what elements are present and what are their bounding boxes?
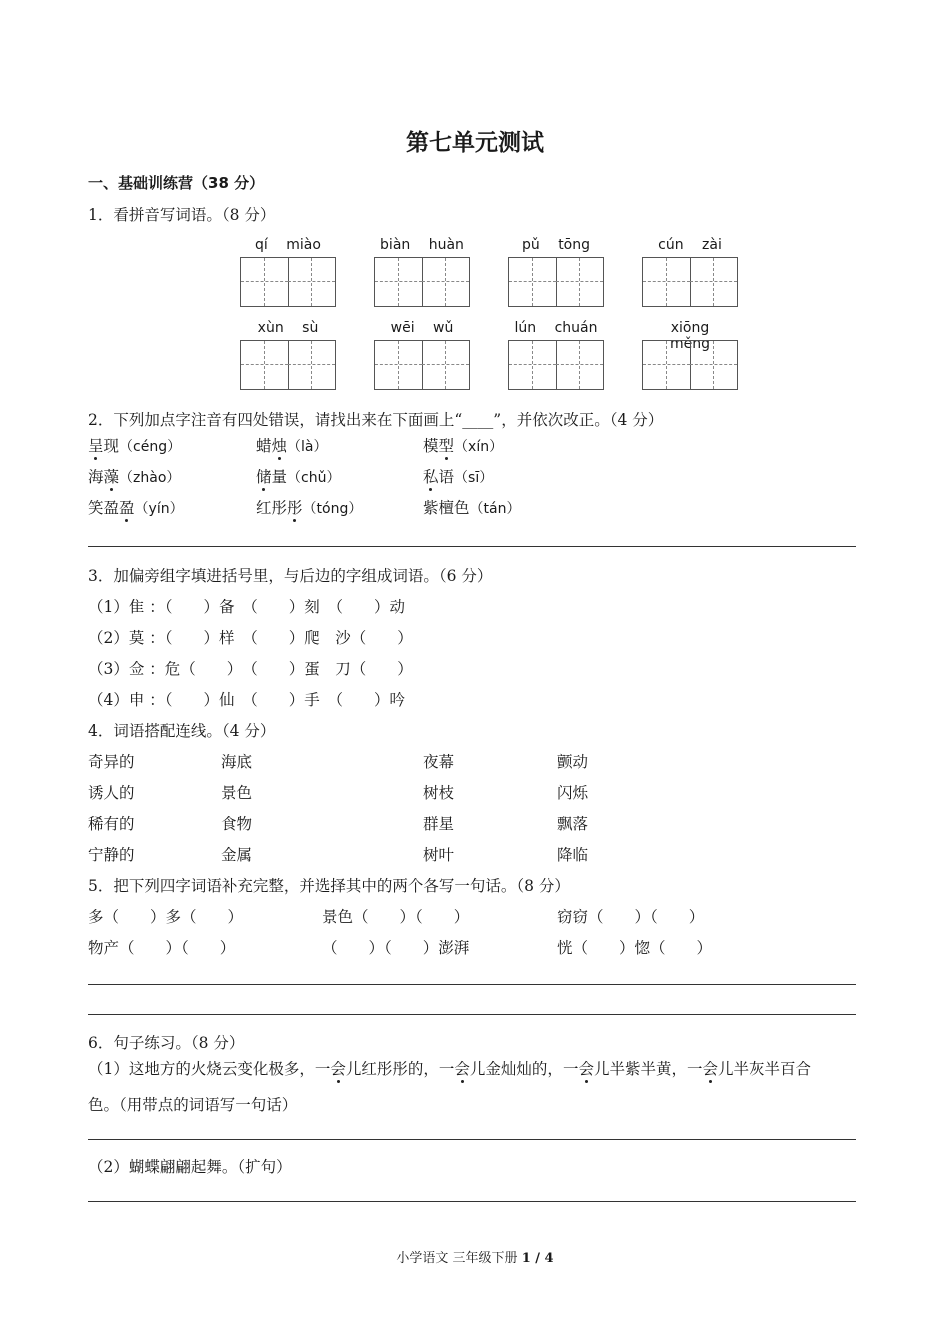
- fill-row[interactable]: （3）佥 ：危（ ） （ ）蛋 刀（ ）: [88, 660, 413, 678]
- word-item: 紫檀色（tán）: [423, 499, 521, 517]
- match-word[interactable]: 群星: [423, 815, 455, 833]
- answer-line[interactable]: [88, 1139, 856, 1140]
- match-word[interactable]: 宁静的: [88, 846, 135, 864]
- fill-row[interactable]: （1）隹 ：（ ）备 （ ）刻 （ ）动: [88, 598, 406, 616]
- word-item: 海藻（zhào）: [88, 468, 181, 486]
- idiom-blank[interactable]: 多（ ）多（ ）: [88, 908, 244, 926]
- question-3-prompt: 3．加偏旁组字填进括号里，与后边的字组成词语。（6 分）: [88, 567, 493, 585]
- writing-grid[interactable]: [642, 340, 738, 390]
- question-6-prompt: 6．句子练习。（8 分）: [88, 1034, 245, 1052]
- idiom-blank[interactable]: 窃窃（ ）（ ）: [557, 908, 705, 926]
- idiom-blank[interactable]: 物产（ ）（ ）: [88, 939, 236, 957]
- writing-grid[interactable]: [508, 257, 604, 307]
- pinyin-label: wēi wǔ: [390, 320, 454, 336]
- match-word[interactable]: 夜幕: [423, 753, 455, 771]
- word-item: 模型（xín）: [423, 437, 504, 455]
- match-word[interactable]: 景色: [221, 784, 253, 802]
- answer-line[interactable]: [88, 984, 856, 985]
- fill-row[interactable]: （2）莫 ：（ ）样 （ ）爬 沙（ ）: [88, 629, 413, 647]
- word-item: 私语（sī）: [423, 468, 494, 486]
- match-word[interactable]: 降临: [557, 846, 589, 864]
- match-word[interactable]: 海底: [221, 753, 253, 771]
- fill-row[interactable]: （4）申 ：（ ）仙 （ ）手 （ ）吟: [88, 691, 406, 709]
- word-item: 储量（chǔ）: [256, 468, 341, 486]
- writing-grid[interactable]: [240, 257, 336, 307]
- sentence-1: （1）这地方的火烧云变化极多，一会儿红彤彤的，一会儿金灿灿的，一会儿半紫半黄，一会儿半灰半百合: [88, 1060, 811, 1078]
- match-word[interactable]: 食物: [221, 815, 253, 833]
- match-word[interactable]: 稀有的: [88, 815, 135, 833]
- match-word[interactable]: 树枝: [423, 784, 455, 802]
- question-2-prompt: 2．下列加点字注音有四处错误，请找出来在下面画上“____”，并依次改正。（4 分）: [88, 411, 664, 429]
- answer-line[interactable]: [88, 1014, 856, 1015]
- idiom-blank[interactable]: 恍（ ）惚（ ）: [557, 939, 713, 957]
- answer-line[interactable]: [88, 546, 856, 547]
- pinyin-label: lún chuán: [514, 320, 598, 336]
- match-word[interactable]: 诱人的: [88, 784, 135, 802]
- page-footer: 小学语文 三年级下册 1 / 4: [396, 1251, 554, 1266]
- question-1-prompt: 1．看拼音写词语。（8 分）: [88, 206, 276, 224]
- writing-grid[interactable]: [374, 257, 470, 307]
- answer-line[interactable]: [88, 1201, 856, 1202]
- pinyin-label: xùn sù: [257, 320, 319, 336]
- question-4-prompt: 4．词语搭配连线。（4 分）: [88, 722, 276, 740]
- pinyin-label: pǔ tōng: [521, 237, 591, 253]
- match-word[interactable]: 闪烁: [557, 784, 589, 802]
- word-item: 蜡烛（là）: [256, 437, 328, 455]
- pinyin-label: xiōng měng: [669, 320, 710, 352]
- pinyin-label: cún zài: [658, 237, 722, 253]
- question-5-prompt: 5．把下列四字词语补充完整，并选择其中的两个各写一句话。（8 分）: [88, 877, 570, 895]
- sentence-1-instruction: 色。（用带点的词语写一句话）: [88, 1096, 298, 1114]
- sentence-2: （2）蝴蝶翩翩起舞。（扩句）: [88, 1158, 292, 1176]
- match-word[interactable]: 奇异的: [88, 753, 135, 771]
- match-word[interactable]: 金属: [221, 846, 253, 864]
- writing-grid[interactable]: [240, 340, 336, 390]
- word-item: 呈现（céng）: [88, 437, 182, 455]
- idiom-blank[interactable]: （ ）（ ）澎湃: [322, 939, 470, 957]
- writing-grid[interactable]: [508, 340, 604, 390]
- section-heading: 一、基础训练营（38 分）: [88, 174, 265, 192]
- word-item: 红彤彤（tóng）: [256, 499, 363, 517]
- writing-grid[interactable]: [642, 257, 738, 307]
- word-item: 笑盈盈（yín）: [88, 499, 184, 517]
- page-title: 第七单元测试: [406, 130, 544, 156]
- idiom-blank[interactable]: 景色（ ）（ ）: [322, 908, 470, 926]
- match-word[interactable]: 颤动: [557, 753, 589, 771]
- pinyin-label: qí miào: [255, 237, 321, 253]
- writing-grid[interactable]: [374, 340, 470, 390]
- match-word[interactable]: 飘落: [557, 815, 589, 833]
- pinyin-label: biàn huàn: [380, 237, 464, 253]
- match-word[interactable]: 树叶: [423, 846, 455, 864]
